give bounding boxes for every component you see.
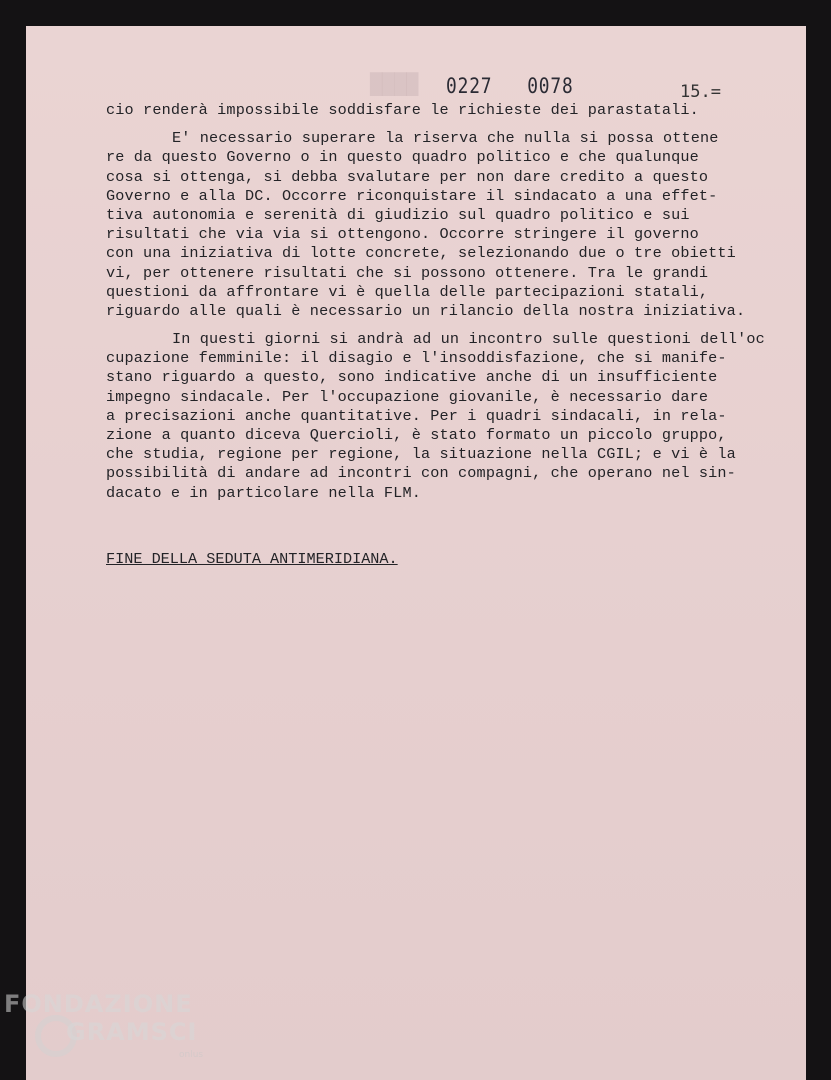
archive-stamp [446,74,574,98]
archive-code-b: 0078 [527,74,574,98]
text-line: E' necessario superare la riserva che nulla si possa ottene [172,129,719,148]
document-body [106,101,786,503]
text-line: Governo e alla DC. Occorre riconquistare il sindacato a una effet- [106,186,718,205]
text-line: dacato e in particolare nella FLM. [106,483,421,502]
text-line: che studia, regione per regione, la situazione nella CGIL; e vi è la [106,445,736,464]
show-through-stamp: ████ [370,72,419,96]
text-line: tiva autonomia e serenità di giudizio sul quadro politico e sui [106,205,690,224]
text-line: questioni da affrontare vi è quella delle partecipazioni statali, [106,282,709,301]
text-line: stano riguardo a questo, sono indicative anche di un insufficiente [106,368,718,387]
text-line: cio renderà impossibile soddisfare le richieste dei parastatali. [106,101,699,119]
text-line: con una iniziativa di lotte concrete, selezionando due o tre obietti [106,244,736,263]
text-line: cosa si ottenga, si debba svalutare per non dare credito a questo [106,167,709,186]
watermark-line-2: GRAMSCI [66,1018,198,1046]
paragraph-gap [106,120,786,129]
watermark-logo [4,990,224,1080]
watermark-line-1: FONDAZIONE [4,990,193,1018]
text-line: possibilità di andare ad incontri con compagni, che operano nel sin- [106,464,736,483]
text-line: impegno sindacale. Per l'occupazione giovanile, è necessario dare [106,387,709,406]
text-line: re da questo Governo o in questo quadro politico e che qualunque [106,148,699,167]
document-page [26,26,806,1080]
text-line: cupazione femminile: il disagio e l'insoddisfazione, che si manife- [106,349,727,368]
text-line: In questi giorni si andrà ad un incontro sulle questioni dell'oc [172,330,765,349]
text-line: a precisazioni anche quantitative. Per i quadri sindacali, in rela- [106,406,727,425]
watermark-line-3: onlus [179,1050,204,1060]
text-line: vi, per ottenere risultati che si possono ottenere. Tra le grandi [106,263,709,282]
closing-heading: FINE DELLA SEDUTA ANTIMERIDIANA. [106,550,398,568]
text-line: riguardo alle quali è necessario un rilancio della nostra iniziativa. [106,301,746,320]
archive-code-a: 0227 [446,74,493,98]
text-line: risultati che via via si ottengono. Occorre stringere il governo [106,225,699,244]
paragraph-gap [106,321,786,330]
text-line: zione a quanto diceva Quercioli, è stato formato un piccolo gruppo, [106,426,727,444]
page-number: 15.= [680,82,721,102]
